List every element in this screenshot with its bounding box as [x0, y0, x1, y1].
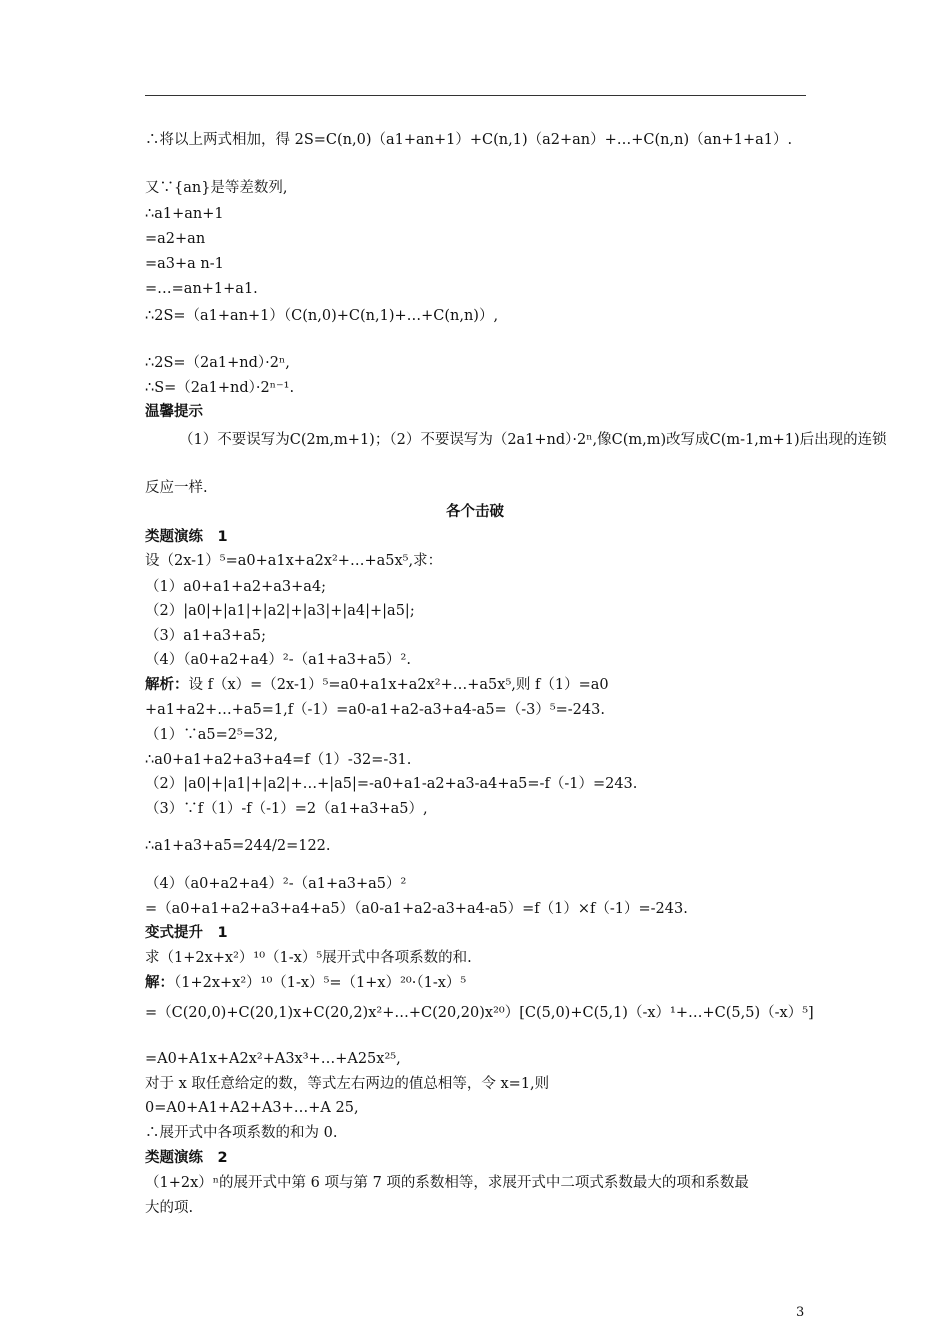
text-line: =a2+an	[145, 231, 206, 247]
text-line: =A0+A1x+A2x²+A3x³+…+A25x²⁵,	[145, 1051, 401, 1067]
text-line: 反应一样.	[145, 480, 208, 496]
section-heading: 类题演练 2	[145, 1150, 228, 1166]
text-line: （1）a0+a1+a2+a3+a4;	[145, 579, 327, 595]
text-line: ∴S=（2a1+nd）·2ⁿ⁻¹.	[145, 380, 295, 396]
text-line: 大的项.	[145, 1200, 194, 1216]
text-line: （3）a1+a3+a5;	[145, 628, 267, 644]
text-line: 0=A0+A1+A2+A3+…+A 25,	[145, 1100, 359, 1116]
text-line: ∴a1+an+1	[145, 206, 224, 222]
text-line: （1）∵a5=2⁵=32,	[145, 727, 278, 743]
text-line: ∴a0+a1+a2+a3+a4=f（1）-32=-31.	[145, 752, 412, 768]
text-line: =a3+a n-1	[145, 256, 224, 272]
header-rule	[145, 95, 806, 96]
text-line: 解：（1+2x+x²）¹⁰（1-x）⁵=（1+x）²⁰·（1-x）⁵	[145, 975, 467, 991]
text-line: （2）|a0|+|a1|+|a2|+…+|a5|=-a0+a1-a2+a3-a4+a5=-f（-1）=243.	[145, 776, 638, 792]
text-line: 对于 x 取任意给定的数，等式左右两边的值总相等，令 x=1,则	[145, 1076, 550, 1092]
text-line: ∴展开式中各项系数的和为 0.	[145, 1125, 338, 1141]
text-line: （1+2x）ⁿ的展开式中第 6 项与第 7 项的系数相等，求展开式中二项式系数最大的项和系数最	[145, 1175, 749, 1191]
text-line: 求（1+2x+x²）¹⁰（1-x）⁵展开式中各项系数的和.	[145, 950, 472, 966]
section-heading: 各个击破	[446, 504, 504, 520]
text-line: （1）不要误写为C(2m,m+1)；（2）不要误写为（2a1+nd）·2ⁿ,像C(m,m)改写成C(m-1,m+1)后出现的连锁	[179, 432, 887, 448]
text-line: （4）（a0+a2+a4）²-（a1+a3+a5）².	[145, 652, 411, 668]
text-line: ∴将以上两式相加，得 2S=C(n,0)（a1+an+1）+C(n,1)（a2+an）+…+C(n,n)（an+1+a1）.	[145, 132, 793, 148]
text-line: ∴2S=（2a1+nd）·2ⁿ,	[145, 355, 290, 371]
text-line: （4）（a0+a2+a4）²-（a1+a3+a5）²	[145, 876, 407, 892]
text-line: （2）|a0|+|a1|+|a2|+|a3|+|a4|+|a5|;	[145, 603, 415, 619]
text-line: =…=an+1+a1.	[145, 281, 258, 297]
text-line: 解析：设 f（x）=（2x-1）⁵=a0+a1x+a2x²+…+a5x⁵,则 f（1）=a0	[145, 677, 609, 693]
text-line: +a1+a2+…+a5=1,f（-1）=a0-a1+a2-a3+a4-a5=（-3）⁵=-243.	[145, 702, 605, 718]
text-line: ∴a1+a3+a5=244/2=122.	[145, 838, 331, 854]
text-line: =（C(20,0)+C(20,1)x+C(20,2)x²+…+C(20,20)x²⁰）[C(5,0)+C(5,1)（-x）¹+…+C(5,5)（-x）⁵]	[145, 1005, 814, 1021]
page-number: 3	[796, 1305, 805, 1320]
text-line: 又∵{an}是等差数列,	[145, 180, 288, 196]
text-line: （3）∵f（1）-f（-1）=2（a1+a3+a5）,	[145, 801, 428, 817]
text-line: =（a0+a1+a2+a3+a4+a5）（a0-a1+a2-a3+a4-a5）=f（1）×f（-1）=-243.	[145, 901, 688, 917]
section-heading: 温馨提示	[145, 404, 203, 420]
text-line: 设（2x-1）⁵=a0+a1x+a2x²+…+a5x⁵,求：	[145, 553, 443, 569]
section-heading: 类题演练 1	[145, 529, 228, 545]
text-line: ∴2S=（a1+an+1）（C(n,0)+C(n,1)+…+C(n,n)）,	[145, 308, 499, 324]
section-heading: 变式提升 1	[145, 925, 228, 941]
